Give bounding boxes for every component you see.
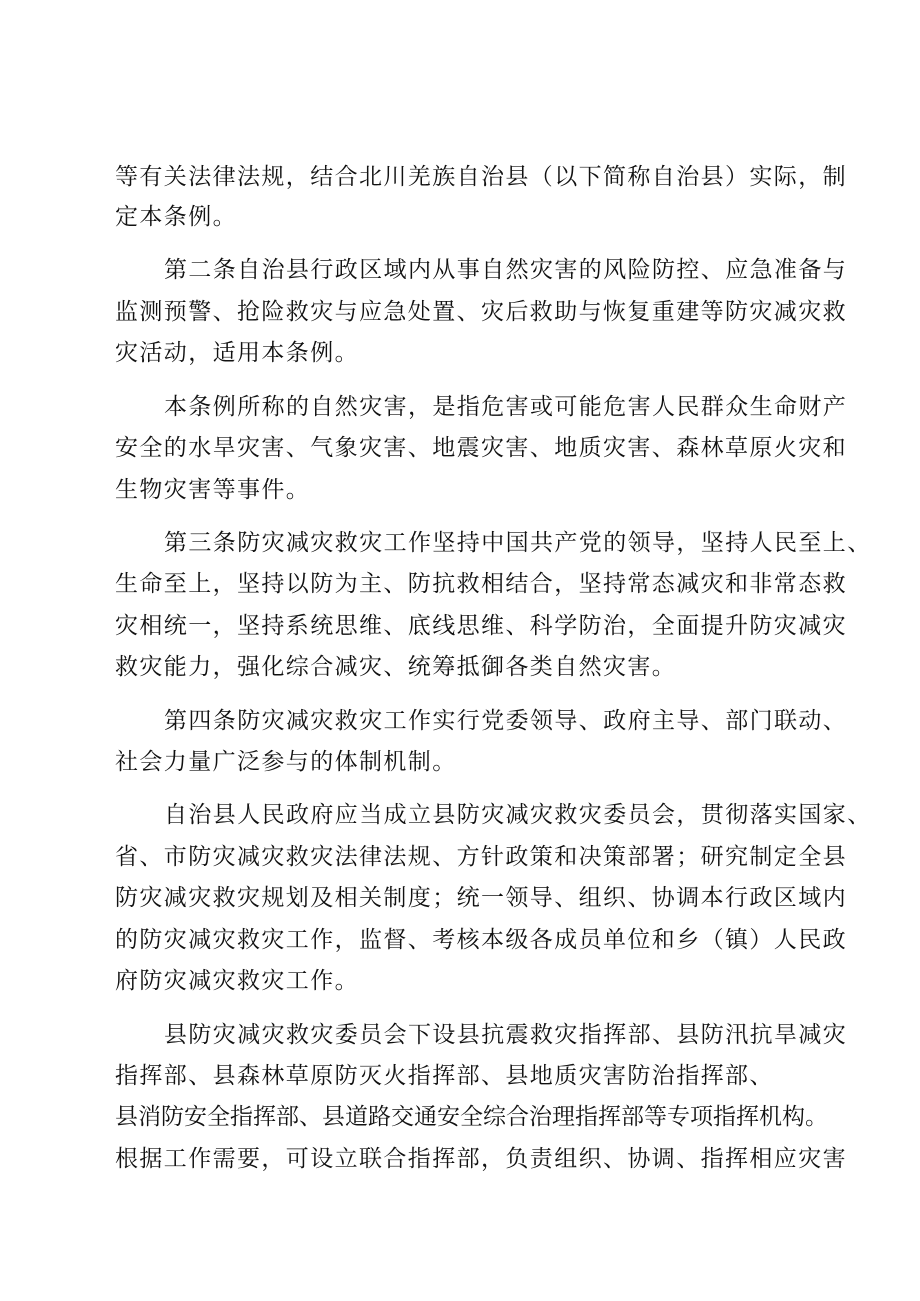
article-2-line-1: 第二条自治县行政区域内从事自然灾害的风险防控、应急准备与 [164, 257, 848, 283]
article-2-line-2: 监测预警、抢险救灾与应急处置、灾后救助与恢复重建等防灾减灾救 [115, 299, 847, 325]
body-line-1: 等有关法律法规，结合北川羌族自治县（以下简称自治县）实际，制 [115, 164, 847, 190]
article-3-line-1: 第三条防灾减灾救灾工作坚持中国共产党的领导，坚持人民至上、 [164, 530, 872, 556]
paragraph-2-line-3: 防灾减灾救灾规划及相关制度；统一领导、组织、协调本行政区域内 [115, 885, 847, 911]
paragraph-line-1: 本条例所称的自然灾害，是指危害或可能危害人民群众生命财产 [164, 394, 848, 420]
paragraph-3-line-2: 指挥部、县森林草原防灭火指挥部、县地质灾害防治指挥部、 [115, 1063, 774, 1089]
article-3-line-4: 救灾能力，强化综合减灾、统筹抵御各类自然灾害。 [115, 654, 677, 680]
article-2-line-3: 灾活动，适用本条例。 [115, 340, 359, 366]
article-3-line-2: 生命至上，坚持以防为主、防抗救相结合，坚持常态减灾和非常态救 [115, 571, 847, 597]
paragraph-3-line-4: 根据工作需要，可设立联合指挥部，负责组织、协调、指挥相应灾害 [115, 1146, 847, 1172]
article-4-line-1: 第四条防灾减灾救灾工作实行党委领导、政府主导、部门联动、 [164, 708, 848, 734]
paragraph-line-3: 生物灾害等事件。 [115, 477, 311, 503]
article-4-line-2: 社会力量广泛参与的体制机制。 [115, 749, 457, 775]
body-line-2: 定本条例。 [115, 204, 237, 230]
paragraph-2-line-5: 府防灾减灾救灾工作。 [115, 968, 359, 994]
paragraph-2-line-1: 自治县人民政府应当成立县防灾减灾救灾委员会，贯彻落实国家、 [164, 802, 872, 828]
article-3-line-3: 灾相统一，坚持系统思维、底线思维、科学防治，全面提升防灾减灾 [115, 613, 847, 639]
paragraph-2-line-2: 省、市防灾减灾救灾法律法规、方针政策和决策部署；研究制定全县 [115, 844, 847, 870]
paragraph-line-2: 安全的水旱灾害、气象灾害、地震灾害、地质灾害、森林草原火灾和 [115, 435, 847, 461]
paragraph-2-line-4: 的防灾减灾救灾工作，监督、考核本级各成员单位和乡（镇）人民政 [115, 927, 847, 953]
paragraph-3-line-3: 县消防安全指挥部、县道路交通安全综合治理指挥部等专项指挥机构。 [115, 1104, 828, 1130]
paragraph-3-line-1: 县防灾减灾救灾委员会下设县抗震救灾指挥部、县防汛抗旱减灾 [164, 1022, 848, 1048]
